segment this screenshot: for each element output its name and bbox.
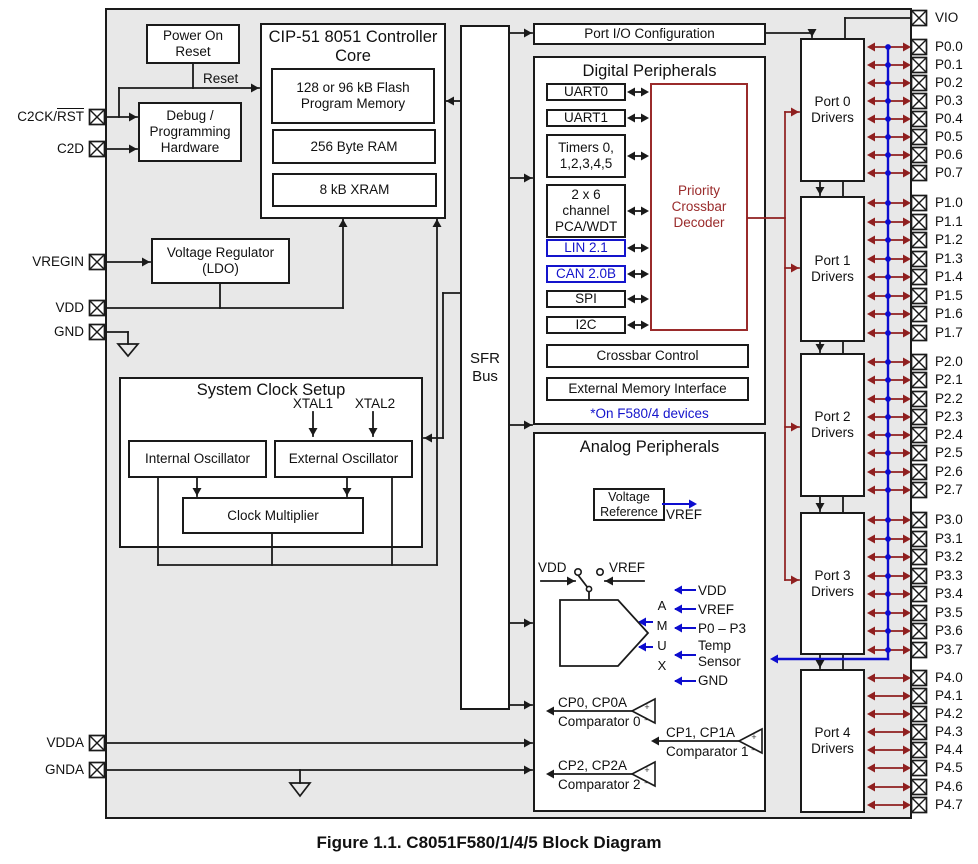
lin-label: LIN 2.1 (564, 240, 608, 256)
pin-label-p3-3: P3.3 (935, 568, 963, 583)
pin-symbol-p0-3 (912, 94, 927, 109)
pin-label-p4-5: P4.5 (935, 760, 963, 775)
switch-vdd-label: VDD (538, 560, 567, 575)
pin-label-p4-7: P4.7 (935, 797, 963, 812)
xtal1-label: XTAL1 (292, 396, 334, 411)
xram-label: 8 kB XRAM (319, 182, 390, 198)
pin-symbol-p3-1 (912, 532, 927, 547)
pin-symbol-vdd (90, 301, 105, 316)
figure-caption: Figure 1.1. C8051F580/1/4/5 Block Diagram (316, 833, 662, 852)
pin-symbol-p2-6 (912, 465, 927, 480)
debug-label: Debug / Programming Hardware (149, 108, 231, 155)
pca-wdt-label: 2 x 6 channel PCA/WDT (555, 187, 618, 234)
amux-label: AMUX (656, 598, 668, 674)
pin-symbol-p0-5 (912, 130, 927, 145)
pin-symbol-p0-2 (912, 76, 927, 91)
svg-text:+: + (644, 702, 650, 712)
pin-label-p0-7: P0.7 (935, 165, 963, 180)
pin-label-p0-1: P0.1 (935, 57, 963, 72)
pin-label-p4-0: P4.0 (935, 670, 963, 685)
pin-symbol-p2-3 (912, 410, 927, 425)
pin-symbol-p3-3 (912, 569, 927, 584)
pin-symbol-p4-0 (912, 671, 927, 686)
amux-input-label-temp-sensor: Temp Sensor (698, 638, 741, 669)
pin-symbol-p3-5 (912, 606, 927, 621)
pin-label-p3-1: P3.1 (935, 531, 963, 546)
pin-symbol-p4-7 (912, 798, 927, 813)
cp1-signals-label: CP1, CP1A (666, 725, 736, 740)
pin-label-vregin: VREGIN (32, 254, 84, 269)
pin-symbol-p1-5 (912, 289, 927, 304)
priority-crossbar-decoder-label: Priority Crossbar Decoder (671, 183, 727, 230)
pin-symbol-p1-3 (912, 252, 927, 267)
power-on-reset-label: Power On Reset (162, 28, 224, 59)
pin-label-p1-6: P1.6 (935, 306, 963, 321)
pin-label-prefix: C2CK/ (17, 109, 57, 124)
pin-label-p1-3: P1.3 (935, 251, 963, 266)
pin-symbol-p4-3 (912, 725, 927, 740)
pin-symbol-p3-0 (912, 513, 927, 528)
amux-input-label-vref: VREF (698, 602, 735, 617)
pin-label-vdda: VDDA (46, 735, 84, 750)
pin-symbol-p2-2 (912, 392, 927, 407)
pin-label-p1-7: P1.7 (935, 325, 963, 340)
pin-symbol-p1-4 (912, 270, 927, 285)
port-io-configuration-label: Port I/O Configuration (584, 26, 715, 42)
pin-symbol-p0-0 (912, 40, 927, 55)
pin-symbol-p2-4 (912, 428, 927, 443)
flash-label: 128 or 96 kB Flash Program Memory (296, 80, 410, 111)
pin-symbol-p2-7 (912, 483, 927, 498)
xtal2-label: XTAL2 (354, 396, 396, 411)
port-1-drivers-label: Port 1 Drivers (811, 253, 854, 284)
comparator2-label: Comparator 2 (558, 777, 641, 792)
digital-peripherals-title: Digital Peripherals (582, 62, 717, 80)
pin-label-p4-1: P4.1 (935, 688, 963, 703)
external-memory-interface-label: External Memory Interface (568, 381, 727, 397)
crossbar-control-label: Crossbar Control (596, 348, 699, 364)
pin-label-p3-7: P3.7 (935, 642, 963, 657)
pin-label-p2-5: P2.5 (935, 445, 963, 460)
svg-text:+: + (751, 732, 757, 742)
comparator1-label: Comparator 1 (666, 744, 749, 759)
pin-label-p1-2: P1.2 (935, 232, 963, 247)
pin-label-p3-5: P3.5 (935, 605, 963, 620)
pin-symbol-p0-1 (912, 58, 927, 73)
pin-symbol-p2-0 (912, 355, 927, 370)
pin-symbol-p3-4 (912, 587, 927, 602)
pin-label-p0-2: P0.2 (935, 75, 963, 90)
voltage-reference-label: Voltage Reference (600, 489, 658, 519)
pin-symbol-p1-1 (912, 215, 927, 230)
pin-label-gnda: GNDA (44, 762, 84, 777)
pin-label-p2-2: P2.2 (935, 391, 963, 406)
pin-label-p2-6: P2.6 (935, 464, 963, 479)
port-0-drivers-label: Port 0 Drivers (811, 94, 854, 125)
port-4-drivers-label: Port 4 Drivers (811, 725, 854, 756)
pin-label-p3-4: P3.4 (935, 586, 963, 601)
pin-label-c2d: C2D (56, 141, 84, 156)
pin-label-p2-1: P2.1 (935, 372, 963, 387)
devices-note: *On F580/4 devices (590, 406, 709, 421)
clock-multiplier-label: Clock Multiplier (227, 507, 319, 523)
pin-symbol-p1-6 (912, 307, 927, 322)
pin-symbol-p4-1 (912, 689, 927, 704)
pin-label-p0-3: P0.3 (935, 93, 963, 108)
pin-symbol-p4-5 (912, 761, 927, 776)
ram-label: 256 Byte RAM (310, 138, 398, 154)
pin-label-p1-5: P1.5 (935, 288, 963, 303)
pin-symbol-p4-2 (912, 707, 927, 722)
pin-symbol-p3-6 (912, 624, 927, 639)
amux-input-label-p0-p3: P0 – P3 (698, 621, 747, 636)
pin-symbol-p1-7 (912, 326, 927, 341)
cip51-title: CIP-51 8051 Controller Core (268, 28, 438, 66)
pin-label-p0-4: P0.4 (935, 111, 963, 126)
pin-symbol-p3-7 (912, 643, 927, 658)
pin-label-p2-4: P2.4 (935, 427, 963, 442)
amux-input-label-gnd: GND (698, 673, 728, 688)
pin-label-p0-0: P0.0 (935, 39, 963, 54)
pin-label-p3-6: P3.6 (935, 623, 963, 638)
pin-label-p1-0: P1.0 (935, 195, 963, 210)
reset-wire-label: Reset (203, 71, 239, 86)
spi-label: SPI (575, 291, 597, 307)
comparator0-label: Comparator 0 (558, 714, 641, 729)
pin-label-p3-0: P3.0 (935, 512, 963, 527)
pin-symbol-gnda (90, 763, 105, 778)
analog-peripherals-title: Analog Peripherals (579, 438, 720, 456)
port-3-drivers-label: Port 3 Drivers (811, 567, 854, 599)
clock-title: System Clock Setup (196, 381, 346, 399)
uart0-label: UART0 (563, 84, 608, 100)
pin-label-p1-4: P1.4 (935, 269, 963, 284)
pin-symbol-p0-6 (912, 148, 927, 163)
pin-symbol-vio (912, 11, 927, 26)
pin-label-p1-1: P1.1 (935, 214, 963, 229)
timers-label: Timers 0, 1,2,3,4,5 (558, 140, 614, 171)
cp2-signals-label: CP2, CP2A (558, 758, 628, 773)
pin-label-p0-6: P0.6 (935, 147, 963, 162)
pin-symbol-p1-2 (912, 233, 927, 248)
pin-label-p2-7: P2.7 (935, 482, 963, 497)
can-label: CAN 2.0B (555, 266, 617, 282)
voltage-regulator-label: Voltage Regulator (LDO) (166, 245, 275, 276)
pin-symbol-p0-4 (912, 112, 927, 127)
pin-symbol-p3-2 (912, 550, 927, 565)
pin-label-vio: VIO (935, 10, 959, 25)
port-2-drivers-label: Port 2 Drivers (811, 409, 854, 440)
pin-label-p2-3: P2.3 (935, 409, 963, 424)
pin-label-p3-2: P3.2 (935, 549, 963, 564)
pin-symbol-p2-1 (912, 373, 927, 388)
pin-symbol-p2-5 (912, 446, 927, 461)
external-oscillator-label: External Oscillator (288, 451, 399, 467)
svg-text:+: + (644, 765, 650, 775)
uart1-label: UART1 (563, 110, 608, 126)
pin-symbol-vregin (90, 255, 105, 270)
pin-symbol-vdda (90, 736, 105, 751)
pin-symbol-p4-4 (912, 743, 927, 758)
switch-vref-label: VREF (609, 560, 646, 575)
pin-symbol-gnd (90, 325, 105, 340)
pin-label-p2-0: P2.0 (935, 354, 963, 369)
pin-label-p4-3: P4.3 (935, 724, 963, 739)
svg-text:–: – (751, 744, 757, 754)
pin-label-p4-4: P4.4 (935, 742, 963, 757)
pin-label-p0-5: P0.5 (935, 129, 963, 144)
pin-symbol-p1-0 (912, 196, 927, 211)
pin-label-gnd: GND (54, 324, 84, 339)
pin-label-overline: $\overline{RST}$ (57, 109, 84, 124)
vref-output-label: VREF (666, 507, 703, 522)
pin-symbol-p0-7 (912, 166, 927, 181)
i2c-label: I2C (575, 317, 597, 333)
cp0-signals-label: CP0, CP0A (558, 695, 628, 710)
pin-label-p4-2: P4.2 (935, 706, 963, 721)
sfr-bus-label: SFR Bus (470, 349, 500, 385)
amux-input-label-vdd: VDD (698, 583, 727, 598)
pin-symbol-c2d (90, 142, 105, 157)
internal-oscillator-label: Internal Oscillator (144, 451, 251, 467)
svg-text:–: – (644, 777, 650, 787)
pin-label-p4-6: P4.6 (935, 779, 963, 794)
pin-symbol-p4-6 (912, 780, 927, 795)
svg-text:–: – (644, 714, 650, 724)
pin-label-vdd: VDD (55, 300, 84, 315)
pin-symbol-c2ck-rst (90, 110, 105, 125)
